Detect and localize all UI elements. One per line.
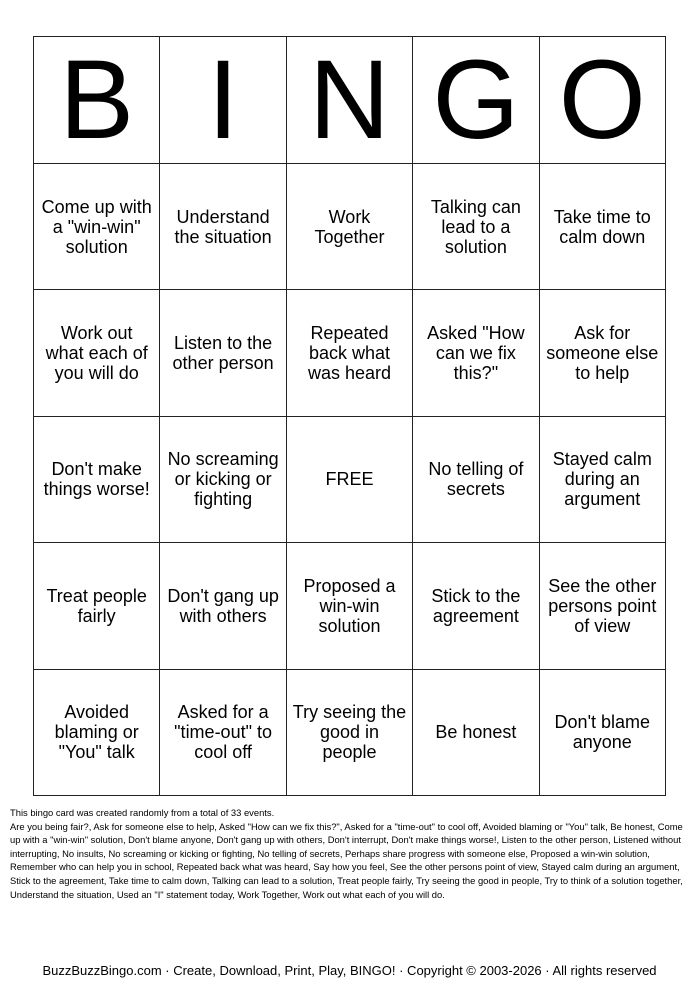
bingo-cell: Try seeing the good in people (287, 670, 413, 796)
bingo-cell: Understand the situation (160, 164, 286, 290)
header-letter-n: N (287, 37, 413, 164)
header-letter-b: B (34, 37, 160, 164)
bingo-cell: Proposed a win-win solution (287, 543, 413, 669)
bingo-cell: Talking can lead to a solution (413, 164, 539, 290)
bingo-cell: Repeated back what was heard (287, 290, 413, 416)
bingo-cell: Don't gang up with others (160, 543, 286, 669)
bingo-cell: Don't blame anyone (540, 670, 666, 796)
bingo-cell: Treat people fairly (34, 543, 160, 669)
bingo-cell: Take time to calm down (540, 164, 666, 290)
bingo-cell: Listen to the other person (160, 290, 286, 416)
bingo-cell: No telling of secrets (413, 417, 539, 543)
header-letter-g: G (413, 37, 539, 164)
bingo-cell: Ask for someone else to help (540, 290, 666, 416)
header-letter-i: I (160, 37, 286, 164)
bingo-cell: Stayed calm during an argument (540, 417, 666, 543)
bingo-cell: Work out what each of you will do (34, 290, 160, 416)
bingo-card (33, 36, 666, 796)
bingo-cell: See the other persons point of view (540, 543, 666, 669)
bingo-cell: Asked for a "time-out" to cool off (160, 670, 286, 796)
card-info (10, 806, 690, 901)
bingo-cell: No screaming or kicking or fighting (160, 417, 286, 543)
free-space-cell: FREE (287, 417, 413, 543)
bingo-cell: Don't make things worse! (34, 417, 160, 543)
bingo-cell: Be honest (413, 670, 539, 796)
bingo-cell: Work Together (287, 164, 413, 290)
bingo-cell: Avoided blaming or "You" talk (34, 670, 160, 796)
card-info-event-list: Are you being fair?, Ask for someone else to help, Asked "How can we fix this?", Asked for a "time-out" to cool off, Avoided blaming or "You" talk, Be honest, Come up with a "win-win" solution, Don't blame anyone, Don't gang up with others, Don't interrupt, Don't make things worse!, Listen to the other person, Listened without interrupting, No insults, No screaming or kicking or fighting, No telling of secrets, Perhaps share progress with someone else, Proposed a win-win solution, Remember who can help you in school, Repeated back what was heard, Say how you feel, See the other persons point of view, Stayed calm during an argument, Stick to the agreement, Take time to calm down, Talking can lead to a solution, Treat people fairly, Try seeing the good in people, Try to think of a solution together, Understand the situation, Used an "I" statement today, Work Together, Work out what each of you will do. (10, 820, 683, 900)
bingo-cell: Asked "How can we fix this?" (413, 290, 539, 416)
bingo-cell: Come up with a "win-win" solution (34, 164, 160, 290)
footer-copyright: BuzzBuzzBingo.com · Create, Download, Print, Play, BINGO! · Copyright © 2003-2026 · All rights reserved (42, 963, 657, 978)
header-letter-o: O (540, 37, 666, 164)
card-info-summary: This bingo card was created randomly from a total of 33 events. (10, 807, 275, 818)
bingo-cell: Stick to the agreement (413, 543, 539, 669)
